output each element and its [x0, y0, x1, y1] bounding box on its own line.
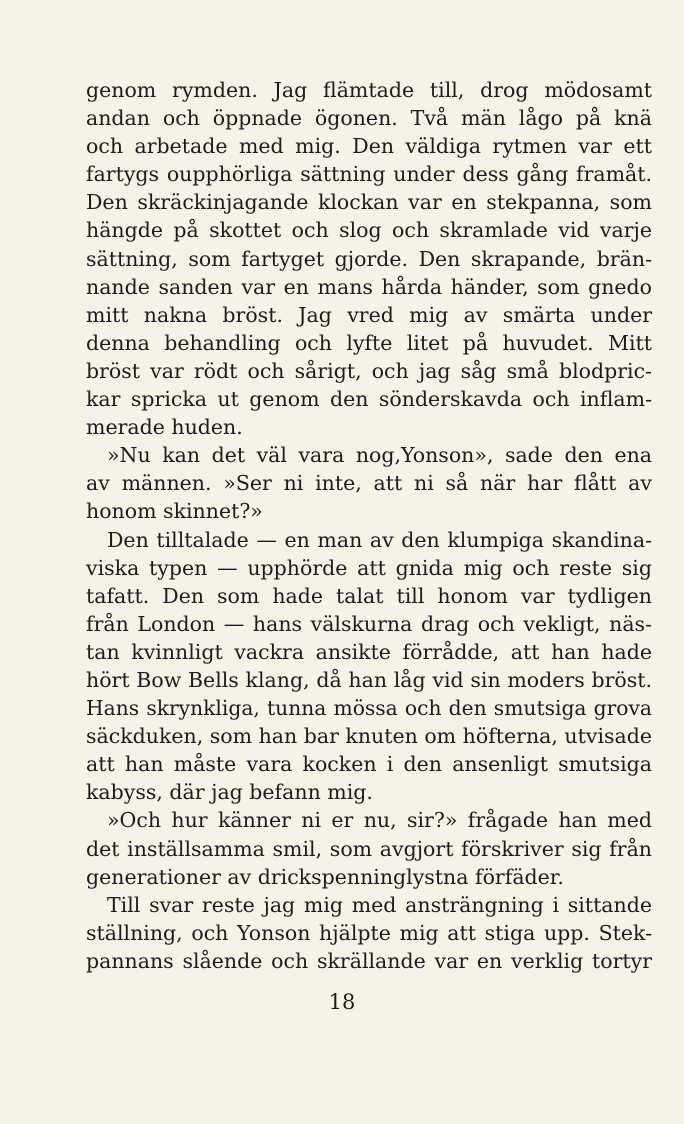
body-text: [86, 76, 652, 975]
text-line: kar spricka ut genom den sönderskavda och inflam-: [86, 387, 652, 412]
text-line: generationer av drickspenninglystna förfäder.: [86, 864, 564, 889]
text-line: honom skinnet?»: [86, 499, 263, 524]
text-line: mitt nakna bröst. Jag vred mig av smärta under: [86, 302, 652, 327]
text-line: Den skräckinjagande klockan var en stekpanna, som: [86, 190, 652, 215]
text-line: kabyss, där jag befann mig.: [86, 780, 373, 805]
page-number: 18: [328, 990, 356, 1014]
text-line: fartygs oupphörliga sättning under dess gång framåt.: [86, 162, 652, 187]
text-line: Hans skrynkliga, tunna mössa och den smutsiga grova: [86, 696, 652, 721]
text-line: sättning, som fartyget gjorde. Den skrapande, brän-: [86, 246, 652, 271]
text-line: genom rymden. Jag flämtade till, drog mödosamt: [86, 78, 652, 102]
text-line: »Nu kan det väl vara nog,Yonson», sade den ena: [107, 443, 652, 468]
text-line: tan kvinnligt vackra ansikte förrådde, att han hade: [86, 639, 652, 664]
text-line: att han måste vara kocken i den ansenligt smutsiga: [86, 752, 652, 777]
text-line: tafatt. Den som hade talat till honom var tydligen: [86, 583, 652, 608]
text-line: och arbetade med mig. Den väldiga rytmen var ett: [86, 134, 652, 159]
text-line: av männen. »Ser ni inte, att ni så när har flått av: [86, 471, 652, 496]
text-line: viska typen — upphörde att gnida mig och reste sig: [86, 555, 652, 580]
text-line: andan och öppnade ögonen. Två män lågo på knä: [86, 106, 652, 131]
text-line: pannans slående och skrällande var en verklig tortyr: [86, 948, 652, 973]
text-line: från London — hans välskurna drag och vekligt, näs-: [86, 611, 652, 636]
text-line: »Och hur känner ni er nu, sir?» frågade han med: [107, 808, 652, 833]
text-line: hört Bow Bells klang, då han låg vid sin moders bröst.: [86, 667, 652, 692]
text-line: Till svar reste jag mig med ansträngning i sittande: [107, 892, 652, 917]
text-line: Den tilltalade — en man av den klumpiga skandina-: [107, 527, 652, 552]
text-line: bröst var rödt och sårigt, och jag såg små blodpric-: [86, 358, 652, 383]
text-line: det inställsamma smil, som avgjort förskriver sig från: [86, 836, 652, 861]
text-line: säckduken, som han bar knuten om höfterna, utvisade: [86, 724, 652, 749]
text-line: ställning, och Yonson hjälpte mig att stiga upp. Stek-: [86, 920, 652, 945]
text-line: nande sanden var en mans hårda händer, som gnedo: [86, 274, 652, 299]
text-line: merade huden.: [86, 415, 243, 440]
text-line: denna behandling och lyfte litet på huvudet. Mitt: [86, 330, 652, 355]
text-line: hängde på skottet och slog och skramlade vid varje: [86, 218, 652, 243]
